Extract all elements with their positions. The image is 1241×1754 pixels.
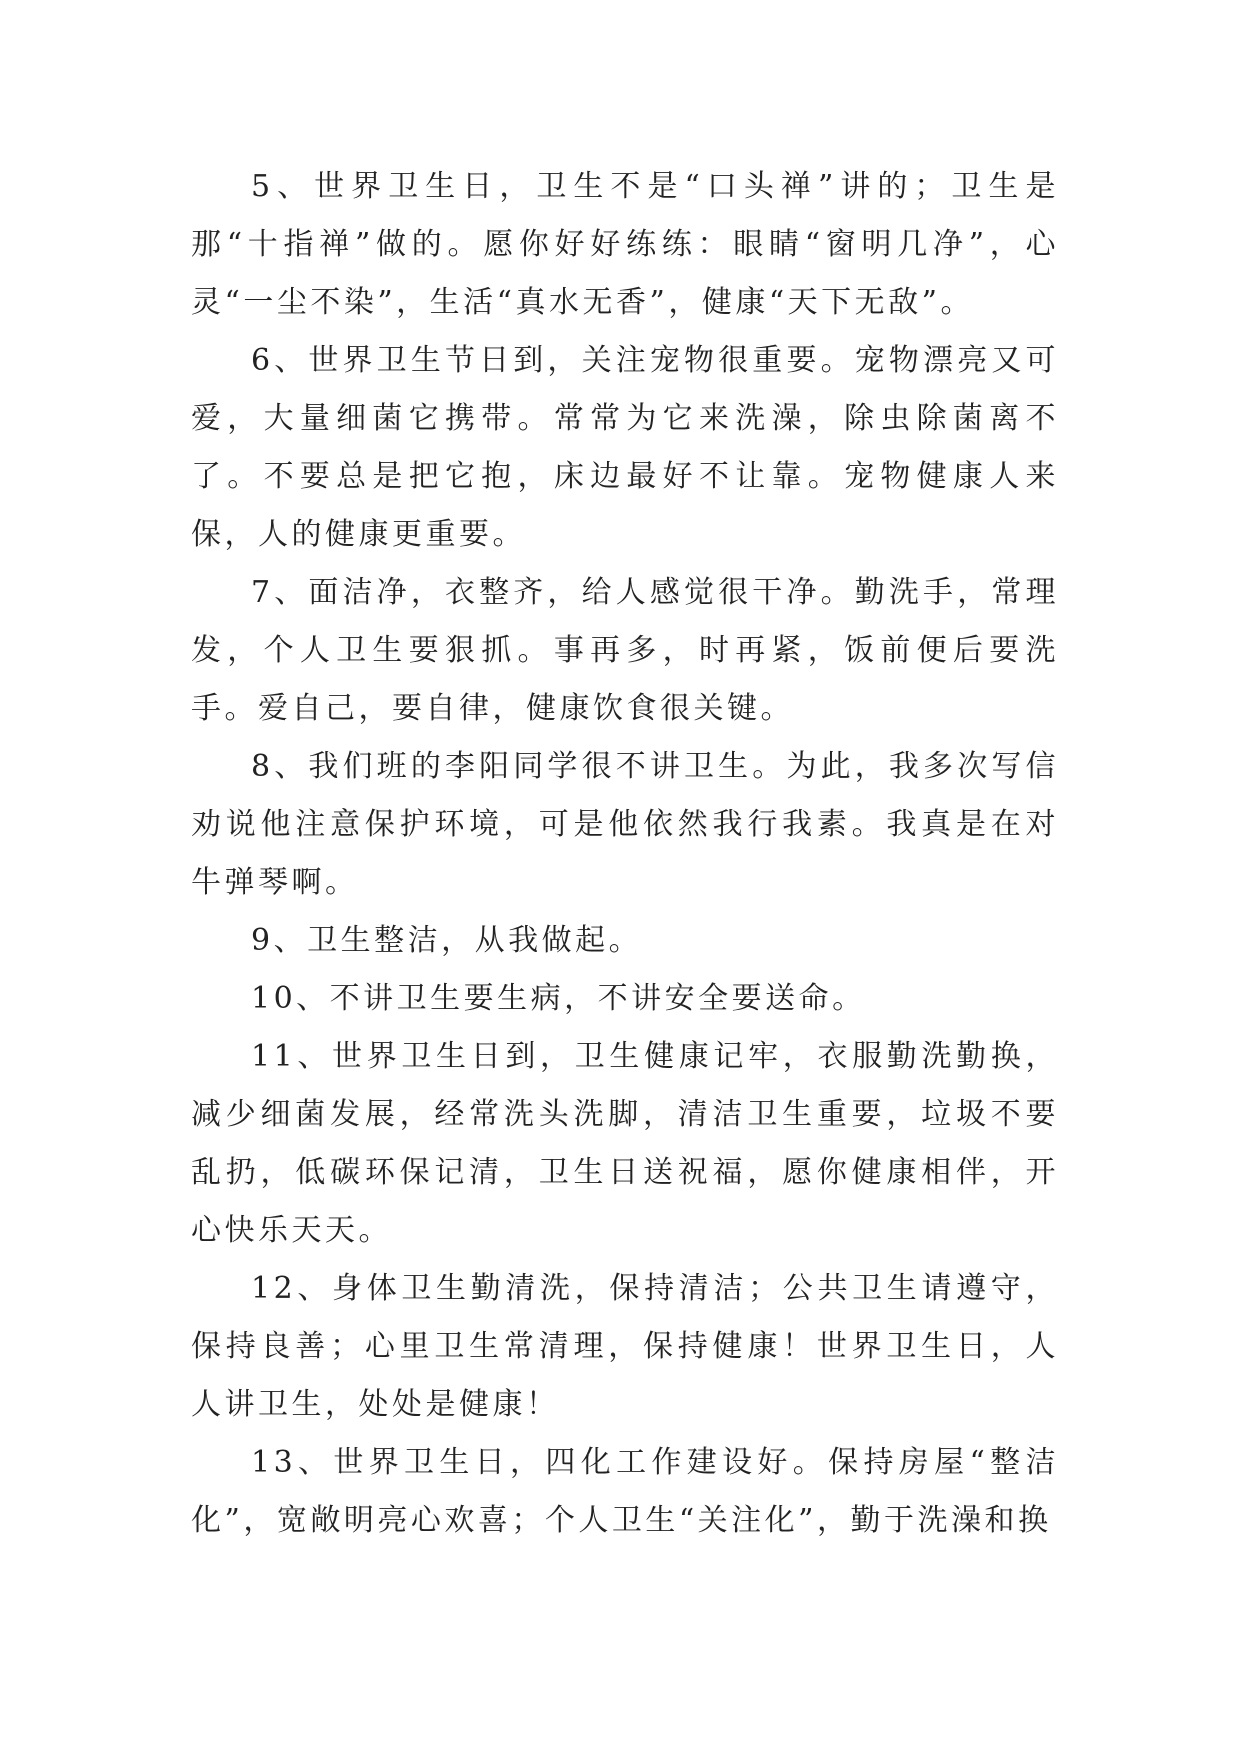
paragraph-11: 11、世界卫生日到，卫生健康记牢，衣服勤洗勤换，减少细菌发展，经常洗头洗脚，清洁卫生重要，垃圾不要乱扔，低碳环保记清，卫生日送祝福，愿你健康相伴，开心快乐天天。 <box>191 1039 1059 1248</box>
paragraph-9: 9、卫生整洁，从我做起。 <box>251 923 643 958</box>
paragraph-12: 12、身体卫生勤清洗，保持清洁；公共卫生请遵守，保持良善；心里卫生常清理，保持健康！世界卫生日，人人讲卫生，处处是健康！ <box>191 1271 1059 1422</box>
document-body <box>191 158 1059 1550</box>
paragraph-8: 8、我们班的李阳同学很不讲卫生。为此，我多次写信劝说他注意保护环境，可是他依然我行我素。我真是在对牛弹琴啊。 <box>191 749 1059 900</box>
paragraph-5: 5、世界卫生日，卫生不是“口头禅”讲的；卫生是那“十指禅”做的。愿你好好练练：眼睛“窗明几净”，心灵“一尘不染”，生活“真水无香”，健康“天下无敌”。 <box>191 169 1059 320</box>
paragraph-10: 10、不讲卫生要生病，不讲安全要送命。 <box>251 981 866 1016</box>
paragraph-7: 7、面洁净，衣整齐，给人感觉很干净。勤洗手，常理发，个人卫生要狠抓。事再多，时再紧，饭前便后要洗手。爱自己，要自律，健康饮食很关键。 <box>191 575 1059 726</box>
paragraph-13: 13、世界卫生日，四化工作建设好。保持房屋“整洁化”，宽敞明亮心欢喜；个人卫生“关注化”，勤于洗澡和换 <box>191 1445 1059 1538</box>
paragraph-6: 6、世界卫生节日到，关注宠物很重要。宠物漂亮又可爱，大量细菌它携带。常常为它来洗澡，除虫除菌离不了。不要总是把它抱，床边最好不让靠。宠物健康人来保，人的健康更重要。 <box>191 343 1059 552</box>
